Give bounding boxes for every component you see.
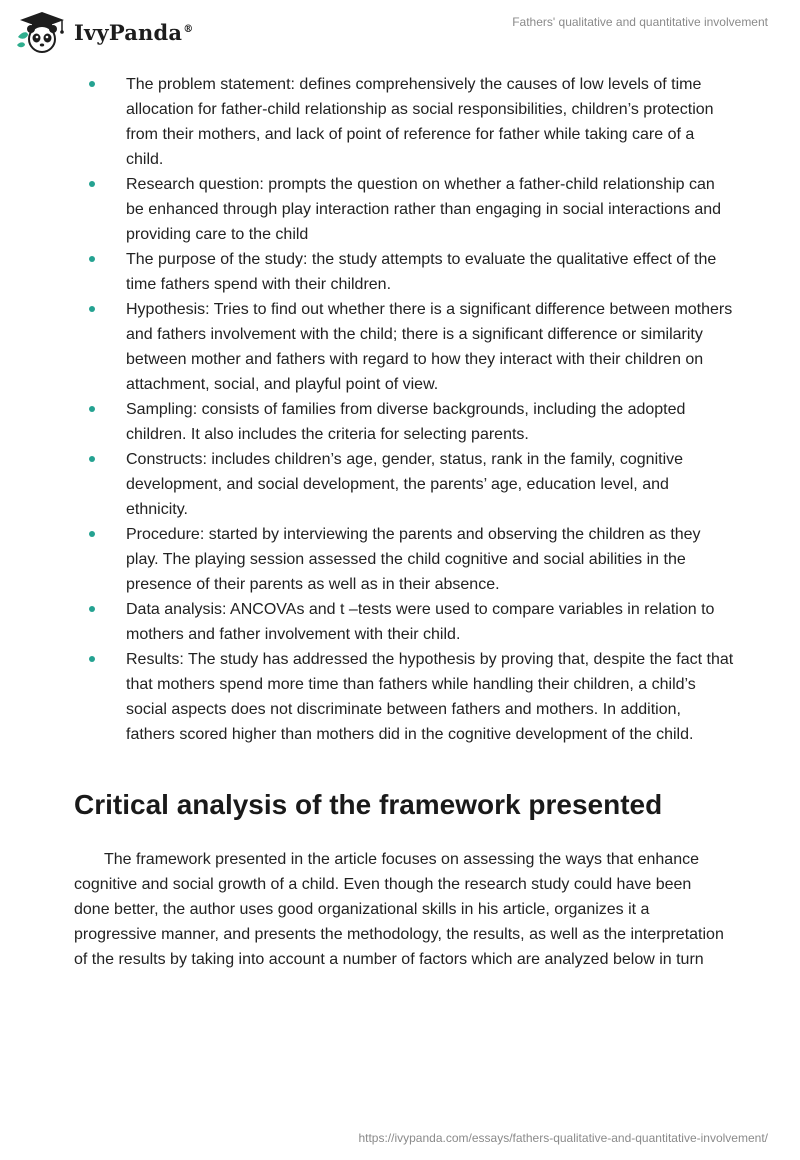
list-item: Constructs: includes children’s age, gender, status, rank in the family, cognitive development, and social development, the parents’ age, education level, and ethnicity. xyxy=(74,447,734,522)
list-item: The problem statement: defines comprehensively the causes of low levels of time allocation for father-child relationship as social responsibilities, children’s protection from their mothers, and lack of point of reference for father while taking care of a child. xyxy=(74,72,734,172)
ivypanda-logo[interactable] xyxy=(14,9,193,55)
list-item: Research question: prompts the question on whether a father-child relationship can be enhanced through play interaction rather than engaging in social interactions and providing care to the child xyxy=(74,172,734,247)
list-item: The purpose of the study: the study attempts to evaluate the qualitative effect of the time fathers spend with their children. xyxy=(74,247,734,297)
section-heading: Critical analysis of the framework presented xyxy=(74,789,663,820)
list-item: Hypothesis: Tries to find out whether there is a significant difference between mothers and fathers involvement with the child; there is a significant difference or similarity between mother and fathers with regard to how they interact with their children on attachment, social, and playful point of view. xyxy=(74,297,734,397)
bullet-icon xyxy=(89,606,95,612)
list-item: Results: The study has addressed the hypothesis by proving that, despite the fact that that mothers spend more time than fathers while handling their children, a child’s social aspects does not discriminate between fathers and mothers. In addition, fathers scored higher than mothers did in the cognitive development of the child. xyxy=(74,647,734,747)
running-title: Fathers' qualitative and quantitative involvement xyxy=(512,15,768,29)
bullet-icon xyxy=(89,306,95,312)
page-header xyxy=(0,0,800,70)
bullet-icon xyxy=(89,181,95,187)
brand-name: IvyPanda® xyxy=(74,19,194,45)
panda-graduate-icon xyxy=(14,9,70,55)
source-url[interactable]: https://ivypanda.com/essays/fathers-qualitative-and-quantitative-involvement/ xyxy=(358,1131,768,1145)
bullet-icon xyxy=(89,81,95,87)
list-item: Procedure: started by interviewing the parents and observing the children as they play. The playing session assessed the child cognitive and social abilities in the presence of their parents as well as in their absence. xyxy=(74,522,734,597)
bullet-icon xyxy=(89,256,95,262)
study-summary-list xyxy=(74,72,734,747)
bullet-icon xyxy=(89,406,95,412)
bullet-icon xyxy=(89,456,95,462)
bullet-icon xyxy=(89,531,95,537)
list-item: Data analysis: ANCOVAs and t –tests were used to compare variables in relation to mothers and father involvement with their child. xyxy=(74,597,734,647)
bullet-icon xyxy=(89,656,95,662)
section-paragraph: The framework presented in the article focuses on assessing the ways that enhance cognitive and social growth of a child. Even though the research study could have been done better, the author uses good organizational skills in his article, organizes it a progressive manner, and presents the methodology, the results, as well as the interpretation of the results by taking into account a number of factors which are analyzed below in turn xyxy=(74,851,724,968)
list-item: Sampling: consists of families from diverse backgrounds, including the adopted children. It also includes the criteria for selecting parents. xyxy=(74,397,734,447)
